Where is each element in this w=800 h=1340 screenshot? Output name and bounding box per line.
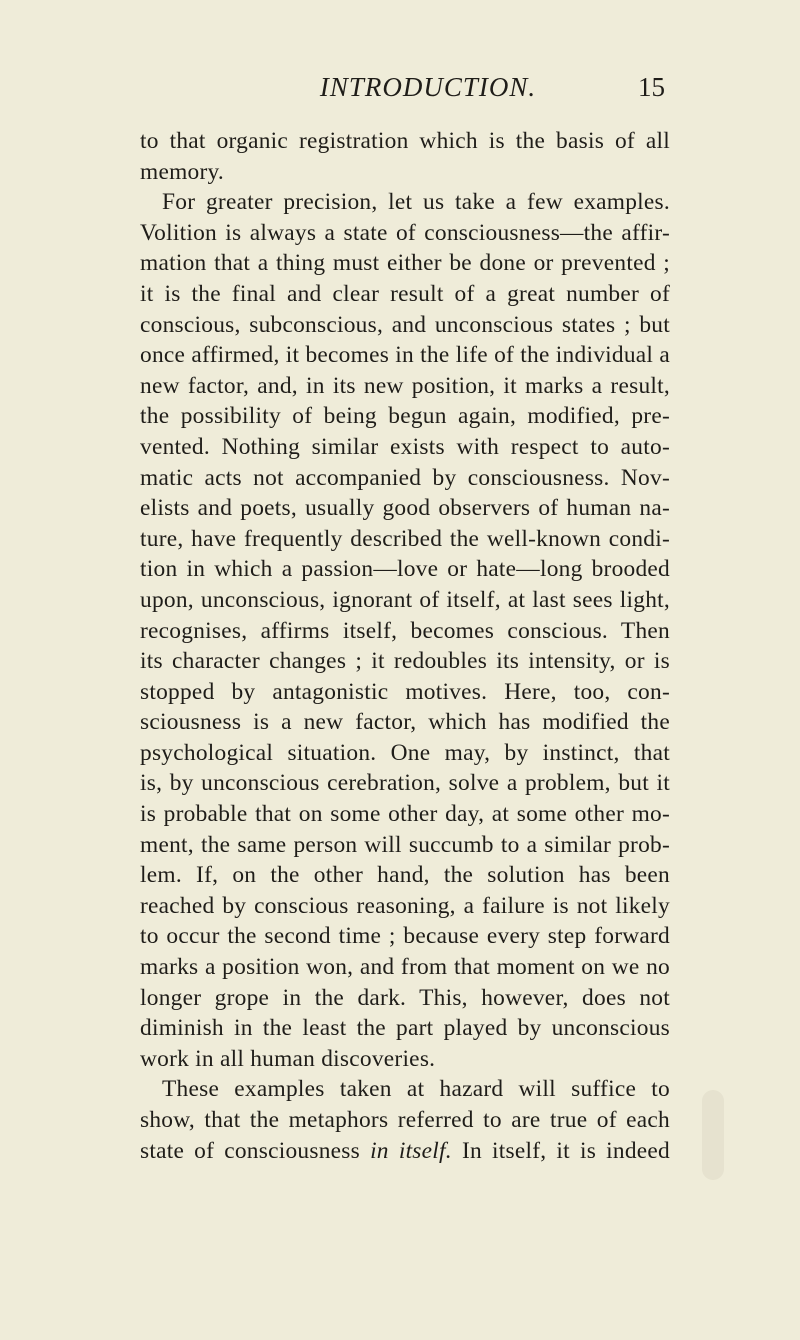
text-line: matic acts not accompanied by consciousness. Nov- — [140, 464, 670, 491]
text-line: memory. — [140, 158, 225, 185]
text-line: its character changes ; it redoubles its intensity, or is — [140, 648, 670, 675]
text-line: it is the final and clear result of a great number of — [140, 280, 670, 307]
text-line: elists and poets, usually good observers of human na- — [140, 495, 670, 522]
text-line: upon, unconscious, ignorant of itself, at last sees light, — [140, 586, 670, 613]
body-text — [140, 126, 670, 1166]
text-line: ture, have frequently described the well-known condi- — [140, 525, 670, 552]
text-line: recognises, affirms itself, becomes conscious. Then — [140, 617, 670, 644]
final-line-end: In itself, it is indeed — [451, 1137, 670, 1164]
text-line: diminish in the least the part played by unconscious — [140, 1015, 670, 1042]
text-line: to occur the second time ; because every step forward — [140, 923, 670, 950]
text-line: conscious, subconscious, and unconscious states ; but — [140, 311, 670, 338]
text-line: is, by unconscious cerebration, solve a problem, but it — [140, 770, 670, 797]
text-line: longer grope in the dark. This, however, does not — [140, 984, 670, 1011]
text-line: stopped by antagonistic motives. Here, too, con- — [140, 678, 670, 705]
text-line: the possibility of being begun again, modified, pre- — [140, 403, 670, 430]
text-line: These examples taken at hazard will suffice to — [162, 1076, 670, 1103]
text-line: tion in which a passion—love or hate—long brooded — [140, 556, 670, 583]
text-line: once affirmed, it becomes in the life of the individual a — [140, 342, 670, 369]
text-line: show, that the metaphors referred to are true of each — [140, 1107, 670, 1133]
text-line: ment, the same person will succumb to a similar prob- — [140, 831, 670, 858]
text-line: to that organic registration which is the basis of all — [140, 128, 670, 154]
text-line: new factor, and, in its new position, it marks a result, — [140, 372, 670, 399]
text-line: psychological situation. One may, by instinct, that — [140, 739, 670, 766]
final-line-start: state of consciousness — [140, 1137, 371, 1164]
page-number: 15 — [638, 72, 665, 102]
italic-phrase: in itself. — [370, 1137, 452, 1164]
text-line: Volition is always a state of consciousness—the affir- — [140, 219, 670, 246]
text-line: is probable that on some other day, at some other mo- — [140, 801, 670, 828]
running-head — [0, 72, 800, 106]
text-line: work in all human discoveries. — [140, 1045, 436, 1072]
text-line: sciousness is a new factor, which has modified the — [140, 709, 670, 736]
text-line: marks a position won, and from that moment on we no — [140, 954, 670, 981]
text-line: reached by conscious reasoning, a failure is not likely — [140, 892, 670, 919]
running-title: INTRODUCTION. — [319, 72, 537, 102]
text-line-final — [140, 1136, 670, 1167]
text-line: vented. Nothing similar exists with respect to auto- — [140, 433, 670, 460]
text-line: For greater precision, let us take a few examples. — [162, 189, 670, 216]
text-line: lem. If, on the other hand, the solution has been — [140, 862, 670, 889]
paper-smudge — [702, 1090, 724, 1180]
text-line: mation that a thing must either be done or prevented ; — [140, 250, 670, 277]
